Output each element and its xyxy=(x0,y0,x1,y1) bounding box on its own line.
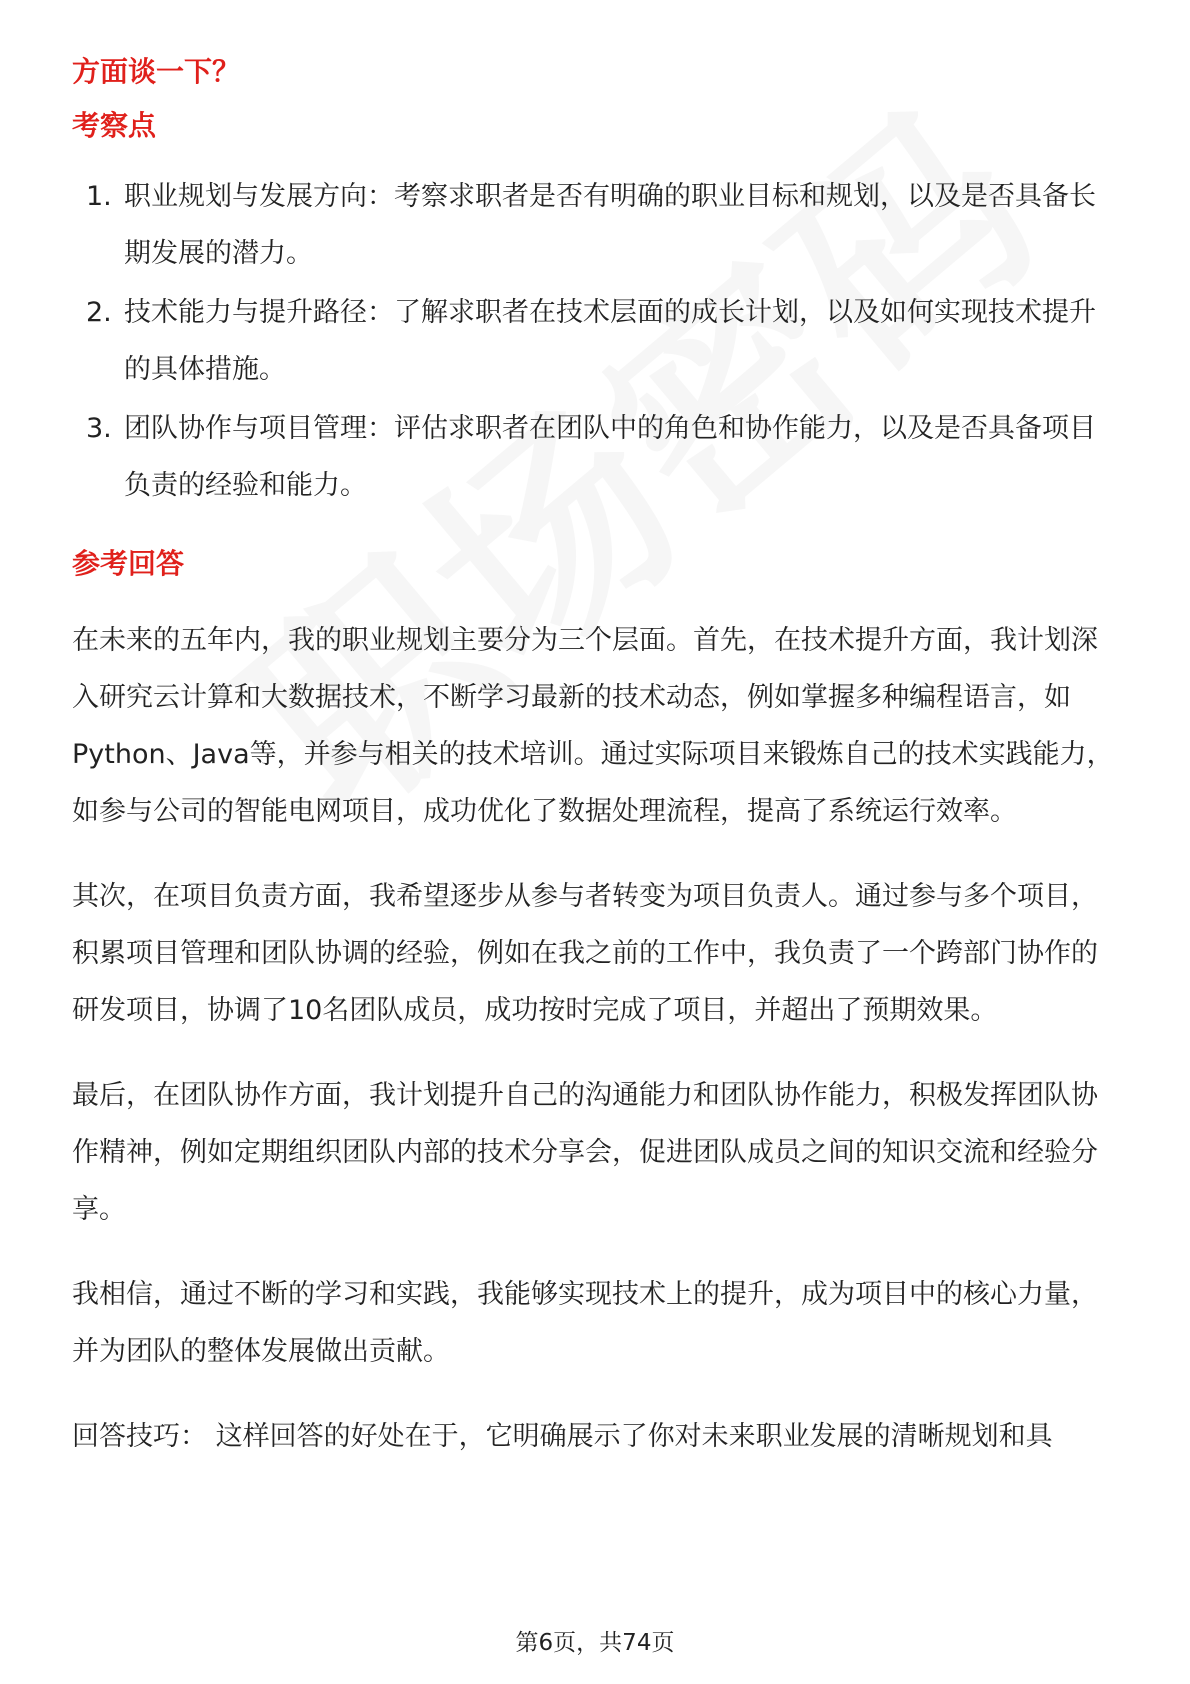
document-page xyxy=(72,40,1122,1465)
heading-continued: 方面谈一下？ xyxy=(72,55,241,88)
list-item-number: 2. xyxy=(86,297,112,328)
answer-paragraph-2: 其次，在项目负责方面，我希望逐步从参与者转变为项目负责人。通过参与多个项目，积累项目管理和团队协调的经验，例如在我之前的工作中，我负责了一个跨部门协作的研发项目，协调了10名团队成员，成功按时完成了项目，并超出了预期效果。 xyxy=(72,881,1098,1026)
list-item-number: 3. xyxy=(86,413,112,444)
heading-cankao: 参考回答 xyxy=(72,547,185,580)
answer-paragraph-3: 最后，在团队协作方面，我计划提升自己的沟通能力和团队协作能力，积极发挥团队协作精神，例如定期组织团队内部的技术分享会，促进团队成员之间的知识交流和经验分享。 xyxy=(72,1080,1098,1225)
answer-paragraph-1: 在未来的五年内，我的职业规划主要分为三个层面。首先，在技术提升方面，我计划深入研究云计算和大数据技术，不断学习最新的技术动态，例如掌握多种编程语言，如Python、Java等，并参与相关的技术培训。通过实际项目来锻炼自己的技术实践能力，如参与公司的智能电网项目，成功优化了数据处理流程，提高了系统运行效率。 xyxy=(72,625,1114,827)
list-item-text: 团队协作与项目管理：评估求职者在团队中的角色和协作能力，以及是否具备项目负责的经验和能力。 xyxy=(124,413,1096,501)
answer-tips-paragraph: 回答技巧： 这样回答的好处在于，它明确展示了你对未来职业发展的清晰规划和具 xyxy=(72,1421,1053,1452)
page-footer: 第6页，共74页 xyxy=(515,1630,675,1656)
answer-paragraph-4: 我相信，通过不断的学习和实践，我能够实现技术上的提升，成为项目中的核心力量，并为团队的整体发展做出贡献。 xyxy=(72,1279,1098,1367)
heading-kaochadian: 考察点 xyxy=(72,109,157,142)
list-item xyxy=(72,400,1122,514)
list-item xyxy=(72,168,1122,282)
list-item-text: 职业规划与发展方向：考察求职者是否有明确的职业目标和规划，以及是否具备长期发展的潜力。 xyxy=(124,181,1096,269)
list-item-text: 技术能力与提升路径：了解求职者在技术层面的成长计划，以及如何实现技术提升的具体措施。 xyxy=(124,297,1096,385)
list-item xyxy=(72,284,1122,398)
list-item-number: 1. xyxy=(86,181,112,212)
evaluation-points-list xyxy=(72,168,1122,514)
